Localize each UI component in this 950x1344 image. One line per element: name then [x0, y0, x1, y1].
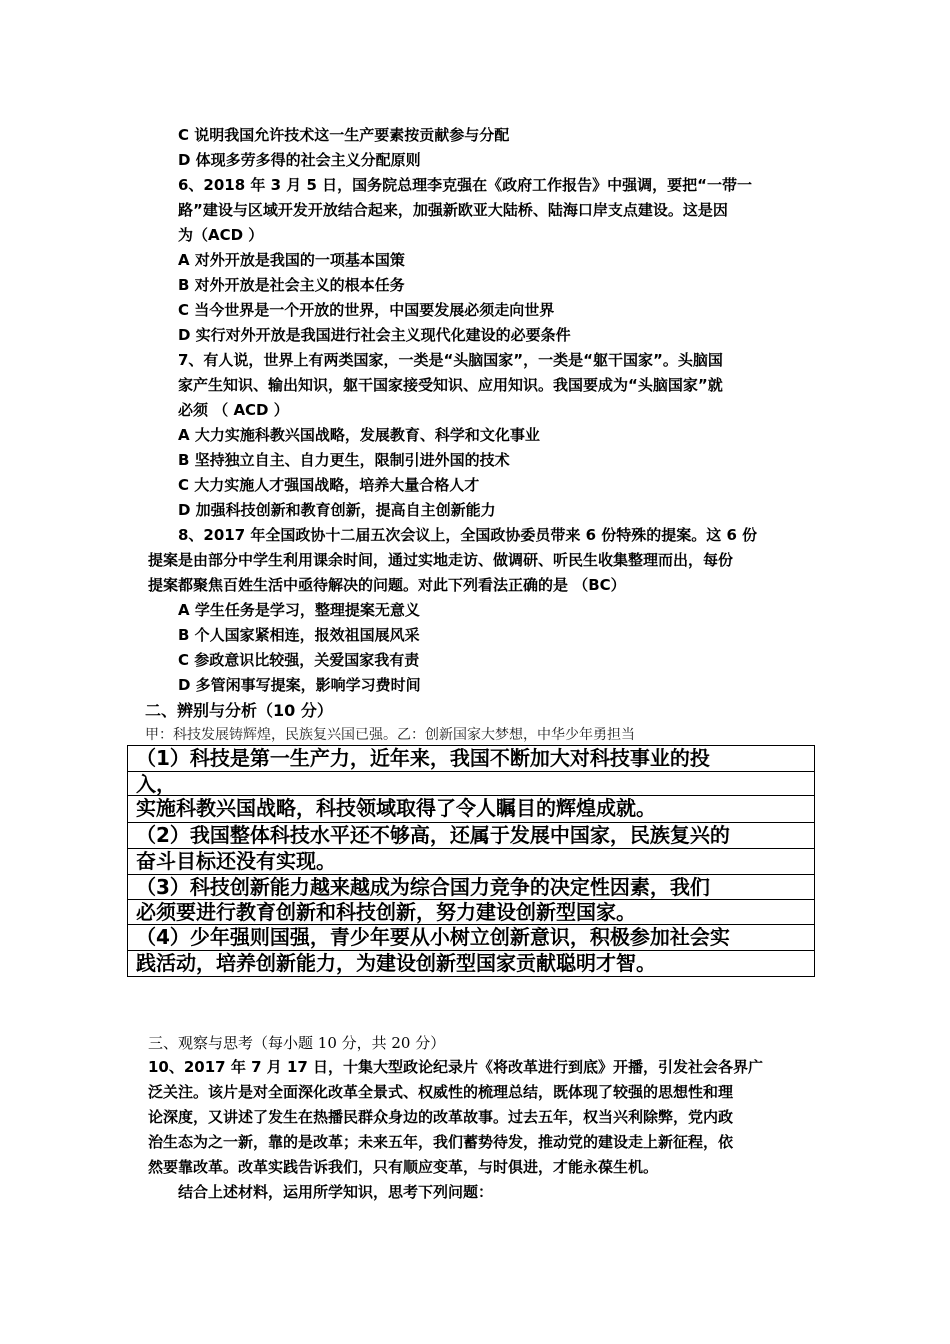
q7-stem-line-1: 7、有人说，世界上有两类国家，一类是“头脑国家”，一类是“躯干国家”。头脑国: [178, 351, 723, 369]
q10-line-3: 论深度，又讲述了发生在热播民群众身边的改革故事。过去五年，权当兴利除弊，党内政: [148, 1108, 734, 1126]
answer-row-9: 践活动，培养创新能力，为建设创新型国家贡献聪明才智。: [136, 951, 656, 975]
q8-option-a: A 学生任务是学习，整理提案无意义: [178, 601, 420, 619]
q6-stem-line-3: 为（ACD ）: [178, 226, 264, 244]
q6-option-c: C 当今世界是一个开放的世界，中国要发展必须走向世界: [178, 301, 555, 319]
q7-stem-line-2: 家产生知识、输出知识，躯干国家接受知识、应用知识。我国要成为“头脑国家”就: [178, 376, 723, 394]
q10-line-1: 10、2017 年 7 月 17 日，十集大型政论纪录片《将改革进行到底》开播，引发社会各界广: [148, 1058, 764, 1076]
answer-row-6: （3）科技创新能力越来越成为综合国力竞争的决定性因素，我们: [128, 875, 814, 900]
q7-option-d: D 加强科技创新和教育创新，提高自主创新能力: [178, 501, 496, 519]
section-3-heading: 三、观察与思考（每小题 10 分，共 20 分）: [148, 1034, 446, 1052]
q6-option-b: B 对外开放是社会主义的根本任务: [178, 276, 405, 294]
section-2-heading: 二、辨别与分析（10 分）: [145, 701, 333, 720]
q10-line-4: 治生态为之一新，靠的是改革；未来五年，我们蓄势待发，推动党的建设走上新征程，依: [148, 1133, 734, 1151]
q10-line-2: 泛关注。该片是对全面深化改革全景式、权威性的梳理总结，既体现了较强的思想性和理: [148, 1083, 734, 1101]
answer-row-3: 实施科教兴国战略，科技领域取得了令人瞩目的辉煌成就。: [128, 796, 814, 823]
q6-stem-line-1: 6、2018 年 3 月 5 日，国务院总理李克强在《政府工作报告》中强调，要把“一带一: [178, 176, 753, 194]
q7-option-c: C 大力实施人才强国战略，培养大量合格人才: [178, 476, 480, 494]
q6-stem-line-2: 路”建设与区域开发开放结合起来，加强新欧亚大陆桥、陆海口岸支点建设。这是因: [178, 201, 728, 219]
q8-option-c: C 参政意识比较强，关爱国家我有责: [178, 651, 420, 669]
answer-row-5: 奋斗目标还没有实现。: [128, 849, 814, 875]
q10-prompt: 结合上述材料，运用所学知识，思考下列问题：: [178, 1183, 494, 1201]
answer-row-2: 入，: [128, 772, 814, 796]
q5-option-d: D 体现多劳多得的社会主义分配原则: [178, 151, 421, 169]
answer-row-8: （4）少年强则国强，青少年要从小树立创新意识，积极参加社会实: [128, 925, 814, 951]
q6-option-a: A 对外开放是我国的一项基本国策: [178, 251, 405, 269]
q7-stem-line-3: 必须 （ ACD ）: [178, 401, 289, 419]
q6-option-d: D 实行对外开放是我国进行社会主义现代化建设的必要条件: [178, 326, 571, 344]
answer-row-1: （1）科技是第一生产力，近年来，我国不断加大对科技事业的投: [128, 746, 814, 772]
q8-option-b: B 个人国家紧相连，报效祖国展风采: [178, 626, 420, 644]
q7-option-b: B 坚持独立自主、自力更生，限制引进外国的技术: [178, 451, 510, 469]
q8-option-d: D 多管闲事写提案，影响学习费时间: [178, 676, 421, 694]
q5-option-c: C 说明我国允许技术这一生产要素按贡献参与分配: [178, 126, 510, 144]
q8-stem-line-2: 提案是由部分中学生利用课余时间，通过实地走访、做调研、听民生收集整理而出，每份: [148, 551, 734, 569]
answer-row-7: 必须要进行教育创新和科技创新，努力建设创新型国家。: [128, 900, 814, 925]
section-2-statement: 甲：科技发展铸辉煌，民族复兴国已强。乙：创新国家大梦想，中华少年勇担当: [145, 727, 635, 743]
q10-line-5: 然要靠改革。改革实践告诉我们，只有顺应变革，与时俱进，才能永葆生机。: [148, 1158, 659, 1176]
q7-option-a: A 大力实施科教兴国战略，发展教育、科学和文化事业: [178, 426, 540, 444]
answer-row-4: （2）我国整体科技水平还不够高，还属于发展中国家，民族复兴的: [128, 823, 814, 849]
q8-stem-line-1: 8、2017 年全国政协十二届五次会议上，全国政协委员带来 6 份特殊的提案。这 6 份: [178, 526, 758, 544]
q8-stem-line-3: 提案都聚焦百姓生活中亟待解决的问题。对此下列看法正确的是 （BC）: [148, 576, 626, 594]
answer-table: [127, 745, 815, 977]
